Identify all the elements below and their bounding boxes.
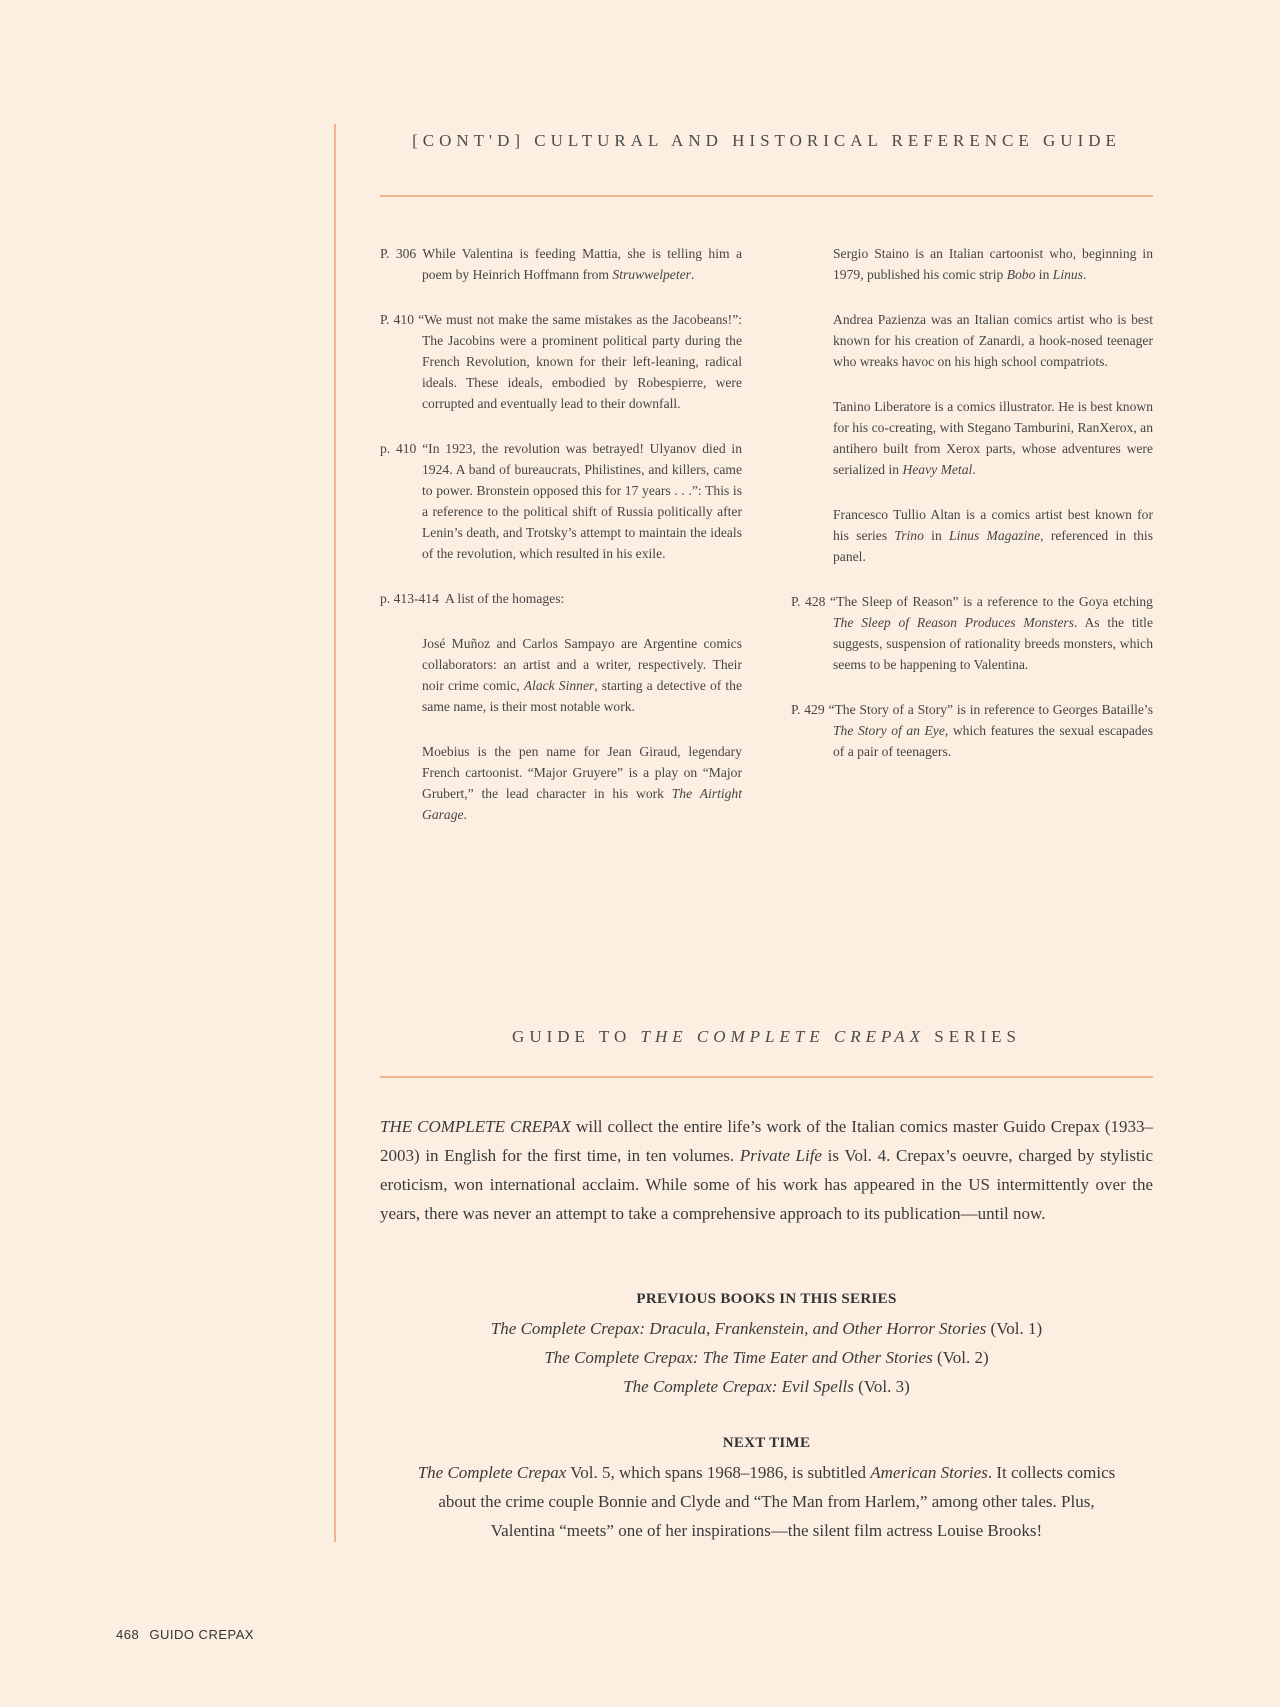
entry-text: A list of the homages:: [444, 591, 565, 606]
book-title: The Complete Crepax: Dracula, Frankenstein, and Other Horror Stories: [490, 1319, 987, 1338]
next-time-section: [408, 1429, 1125, 1545]
homage-entry: [791, 309, 1153, 372]
entry-text: Tanino Liberatore is a comics illustrator. He is best known for his co-creating, with Stegano Tamburini, RanXerox, an antihero built from Xerox parts, whose adventures were serialized in: [833, 399, 1153, 477]
entry-italic: Heavy Metal: [902, 462, 973, 477]
entry-text-mid: in: [1035, 267, 1053, 282]
entry-text: “The Story of a Story” is in reference to Georges Bataille’s: [828, 702, 1153, 717]
homage-entry: [380, 741, 742, 825]
page-ref: P. 429: [791, 702, 825, 717]
intro-text-b: is Vol. 4. Crepax’s oeuvre, charged by stylistic eroticism, won international acclaim. While some of his work has appeared in the US intermittently over the years, there was never an attempt to take a comprehensive approach to its publication—until now.: [380, 1146, 1154, 1223]
reference-entry: [380, 309, 742, 414]
left-column: [380, 243, 742, 849]
page-ref: p. 410: [380, 441, 417, 456]
entry-text: Sergio Staino is an Italian cartoonist who, beginning in 1979, published his comic strip: [833, 246, 1153, 282]
book-volume: (Vol. 3): [853, 1377, 910, 1396]
reference-entry: [380, 588, 742, 609]
entry-text-end: , referenced in this panel.: [833, 528, 1153, 564]
entry-italic: Struwwelpeter: [612, 267, 691, 282]
vertical-margin-rule: [334, 124, 336, 1542]
series-title-italic: THE COMPLETE CREPAX: [380, 1117, 572, 1136]
previous-books-section: [380, 1285, 1153, 1401]
volume-title-italic: Private Life: [739, 1146, 822, 1165]
entry-text: José Muñoz and Carlos Sampayo are Argentine comics collaborators: an artist and a writer, respectively. Their noir crime comic,: [422, 636, 742, 693]
reference-entry: [791, 699, 1153, 762]
reference-entry: [380, 438, 742, 564]
reference-entry: [791, 591, 1153, 675]
entry-text-end: , starting a detective of the same name, is their most notable work.: [422, 678, 742, 714]
entry-italic: The Sleep of Reason Produces Monsters: [833, 615, 1074, 630]
reference-guide-heading: [CONT'D] CULTURAL AND HISTORICAL REFERENCE GUIDE: [412, 131, 1121, 150]
book-title: The Complete Crepax: Evil Spells: [623, 1377, 854, 1396]
book-volume: (Vol. 1): [986, 1319, 1043, 1338]
homage-entry: [380, 633, 742, 717]
entry-italic: Alack Sinner: [523, 678, 595, 693]
entry-italic: Bobo: [1006, 267, 1036, 282]
entry-text: Francesco Tullio Altan is a comics artist best known for his series: [833, 507, 1153, 543]
page-footer: [116, 1627, 254, 1642]
book-volume: (Vol. 2): [932, 1348, 989, 1367]
entry-text: “In 1923, the revolution was betrayed! Ulyanov died in 1924. A band of bureaucrats, Philistines, and killers, came to power. Bronstein opposed this for 17 years . . .”: This is a reference to the political shift of Russia politically after Lenin’s death, and Trotsky’s attempt to maintain the ideals of the revolution, which resulted in his exile.: [422, 441, 742, 561]
homage-entry: [791, 243, 1153, 285]
previous-book-item: [380, 1314, 1153, 1343]
previous-book-item: [380, 1372, 1153, 1401]
entry-italic-2: Linus: [1052, 267, 1083, 282]
running-head: GUIDO CREPAX: [149, 1627, 255, 1642]
entry-text-end: , which features the sexual escapades of a pair of teenagers.: [833, 723, 1153, 759]
heading-rule-top: [380, 195, 1153, 197]
entry-text-end: .: [690, 267, 695, 282]
entry-text-end: .: [1083, 267, 1087, 282]
next-time-title: NEXT TIME: [722, 1435, 811, 1451]
previous-books-title: PREVIOUS BOOKS IN THIS SERIES: [636, 1291, 897, 1307]
series-guide-heading: [380, 1027, 1153, 1047]
entry-text-end: .: [463, 807, 467, 822]
heading-rule-bottom: [380, 1076, 1153, 1078]
intro-text-a: will collect the entire life’s work of the Italian comics master Guido Crepax (1933–2003) in English for the first time, in ten volumes.: [380, 1117, 1153, 1165]
entry-italic: The Story of an Eye: [833, 723, 945, 738]
entry-text: While Valentina is feeding Mattia, she is telling him a poem by Heinrich Hoffmann from: [422, 246, 743, 282]
series-guide-heading-a: GUIDE TO: [512, 1027, 641, 1046]
entry-text: Moebius is the pen name for Jean Giraud, legendary French cartoonist. “Major Gruyere” is a play on “Major Grubert,” the lead character in his work: [422, 744, 742, 801]
series-guide-heading-b: SERIES: [925, 1027, 1021, 1046]
page-ref: P. 306: [380, 246, 417, 261]
entry-text: “We must not make the same mistakes as the Jacobeans!”: The Jacobins were a prominent political party during the French Revolution, known for their left-leaning, radical ideals. These ideals, embodied by Robespierre, were corrupted and eventually lead to their downfall.: [418, 312, 743, 411]
right-column: [791, 243, 1153, 786]
book-title: The Complete Crepax: The Time Eater and Other Stories: [544, 1348, 933, 1367]
entry-text: “The Sleep of Reason” is a reference to the Goya etching: [830, 594, 1153, 609]
entry-italic: The Airtight Garage: [422, 786, 742, 822]
reference-entry: [380, 243, 742, 285]
page-ref: P. 428: [791, 594, 826, 609]
entry-text-mid: in: [923, 528, 950, 543]
entry-text-end: .: [972, 462, 976, 477]
series-guide-heading-italic: THE COMPLETE CREPAX: [640, 1027, 926, 1046]
entry-italic: Trino: [894, 528, 924, 543]
next-text-a: Vol. 5, which spans 1968–1986, is subtitled: [566, 1463, 871, 1482]
entry-italic-2: Linus Magazine: [949, 528, 1041, 543]
page-number: 468: [116, 1627, 140, 1642]
entry-text-end: . As the title suggests, suspension of rationality breeds monsters, which seems to be happening to Valentina.: [833, 615, 1153, 672]
next-text-b: . It collects comics about the crime couple Bonnie and Clyde and “The Man from Harlem,” among other tales. Plus, Valentina “meets” one of her inspirations—the silent film actress Louise Brooks!: [438, 1463, 1116, 1540]
page-ref: p. 413-414: [380, 591, 439, 606]
next-series-italic: The Complete Crepax: [417, 1463, 567, 1482]
next-subtitle-italic: American Stories: [870, 1463, 988, 1482]
previous-book-item: [380, 1343, 1153, 1372]
entry-text: Andrea Pazienza was an Italian comics artist who is best known for his creation of Zanardi, a hook-nosed teenager who wreaks havoc on his high school compatriots.: [833, 312, 1153, 369]
homage-entry: [791, 396, 1153, 480]
series-intro-paragraph: [380, 1112, 1153, 1228]
homage-entry: [791, 504, 1153, 567]
page-ref: P. 410: [380, 312, 414, 327]
next-time-text: [408, 1458, 1125, 1545]
